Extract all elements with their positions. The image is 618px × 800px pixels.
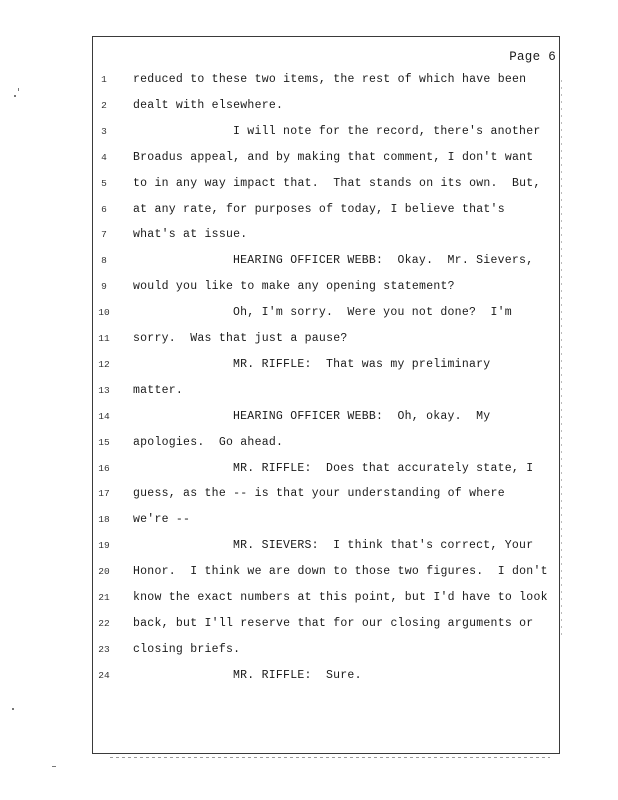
transcript-line — [0, 251, 618, 271]
transcript-line — [0, 459, 618, 479]
line-text: MR. RIFFLE: That was my preliminary — [233, 357, 491, 371]
transcript-line — [0, 510, 618, 530]
line-text: MR. RIFFLE: Does that accurately state, I — [233, 461, 534, 475]
line-text: what's at issue. — [133, 228, 248, 242]
line-text: HEARING OFFICER WEBB: Oh, okay. My — [233, 409, 491, 423]
transcript-line — [0, 433, 618, 453]
line-text: we're -- — [133, 513, 191, 527]
transcript-line — [0, 562, 618, 582]
transcript-line — [0, 174, 618, 194]
line-number: 17 — [98, 488, 110, 500]
scan-speckle — [52, 766, 56, 767]
line-number: 14 — [98, 410, 110, 422]
line-number: 13 — [98, 384, 110, 396]
transcript-line — [0, 666, 618, 686]
line-text: MR. RIFFLE: Sure. — [233, 668, 362, 682]
line-text: to in any way impact that. That stands on its own. But, — [133, 176, 541, 190]
line-text: sorry. Was that just a pause? — [133, 332, 348, 345]
line-text: know the exact numbers at this point, but I'd have to look — [133, 591, 548, 604]
transcript-line — [0, 70, 618, 90]
transcript-line — [0, 329, 618, 349]
transcript-line — [0, 148, 618, 168]
line-text: would you like to make any opening statement? — [133, 280, 455, 294]
line-number: 5 — [101, 177, 107, 189]
transcript-line — [0, 225, 618, 245]
transcript-line — [0, 303, 618, 323]
line-number: 20 — [98, 566, 110, 578]
line-number: 2 — [101, 99, 107, 111]
line-text: Honor. I think we are down to those two figures. I don't — [133, 565, 548, 579]
line-number: 22 — [98, 617, 110, 629]
line-number: 19 — [98, 540, 110, 552]
line-number: 16 — [98, 462, 110, 474]
line-text: Broadus appeal, and by making that comment, I don't want — [133, 150, 534, 164]
scan-speckle — [12, 708, 14, 710]
line-number: 21 — [98, 592, 110, 603]
line-text: at any rate, for purposes of today, I believe that's — [133, 202, 505, 216]
transcript-line — [0, 588, 618, 608]
line-number: 24 — [98, 669, 110, 681]
line-number: 9 — [101, 281, 107, 293]
transcript-line — [0, 200, 618, 220]
line-text: matter. — [133, 383, 184, 397]
line-number: 7 — [101, 229, 107, 241]
line-text: closing briefs. — [133, 642, 241, 656]
line-number: 8 — [101, 255, 107, 267]
line-text: back, but I'll reserve that for our closing arguments or — [133, 616, 534, 630]
scan-speckle — [18, 88, 19, 91]
line-number: 18 — [98, 514, 110, 526]
transcript-line — [0, 96, 618, 116]
line-number: 3 — [101, 125, 107, 137]
transcript-line — [0, 407, 618, 427]
line-number: 4 — [101, 151, 107, 163]
line-text: guess, as the -- is that your understanding of where — [133, 487, 505, 501]
line-text: I will note for the record, there's another — [233, 124, 541, 138]
transcript-line — [0, 484, 618, 504]
transcript-line — [0, 381, 618, 401]
line-number: 15 — [98, 436, 110, 448]
line-text: reduced to these two items, the rest of which have been — [133, 73, 527, 86]
line-text: apologies. Go ahead. — [133, 435, 284, 449]
transcript-line — [0, 614, 618, 634]
transcript-line — [0, 640, 618, 660]
transcript-line — [0, 355, 618, 375]
transcript-line — [0, 122, 618, 142]
footer-rule — [110, 757, 550, 758]
transcript-line — [0, 277, 618, 297]
line-number: 11 — [98, 333, 110, 344]
line-number: 23 — [98, 643, 110, 655]
line-number: 10 — [98, 307, 110, 319]
transcript-line — [0, 536, 618, 556]
line-number: 1 — [101, 74, 107, 85]
line-text: dealt with elsewhere. — [133, 98, 284, 112]
line-number: 12 — [98, 358, 110, 370]
scan-speckle — [14, 95, 16, 97]
line-text: Oh, I'm sorry. Were you not done? I'm — [233, 306, 512, 320]
line-text: MR. SIEVERS: I think that's correct, Your — [233, 539, 534, 553]
line-text: HEARING OFFICER WEBB: Okay. Mr. Sievers, — [233, 254, 534, 268]
page-number: Page 6 — [509, 50, 556, 64]
line-number: 6 — [101, 203, 107, 215]
